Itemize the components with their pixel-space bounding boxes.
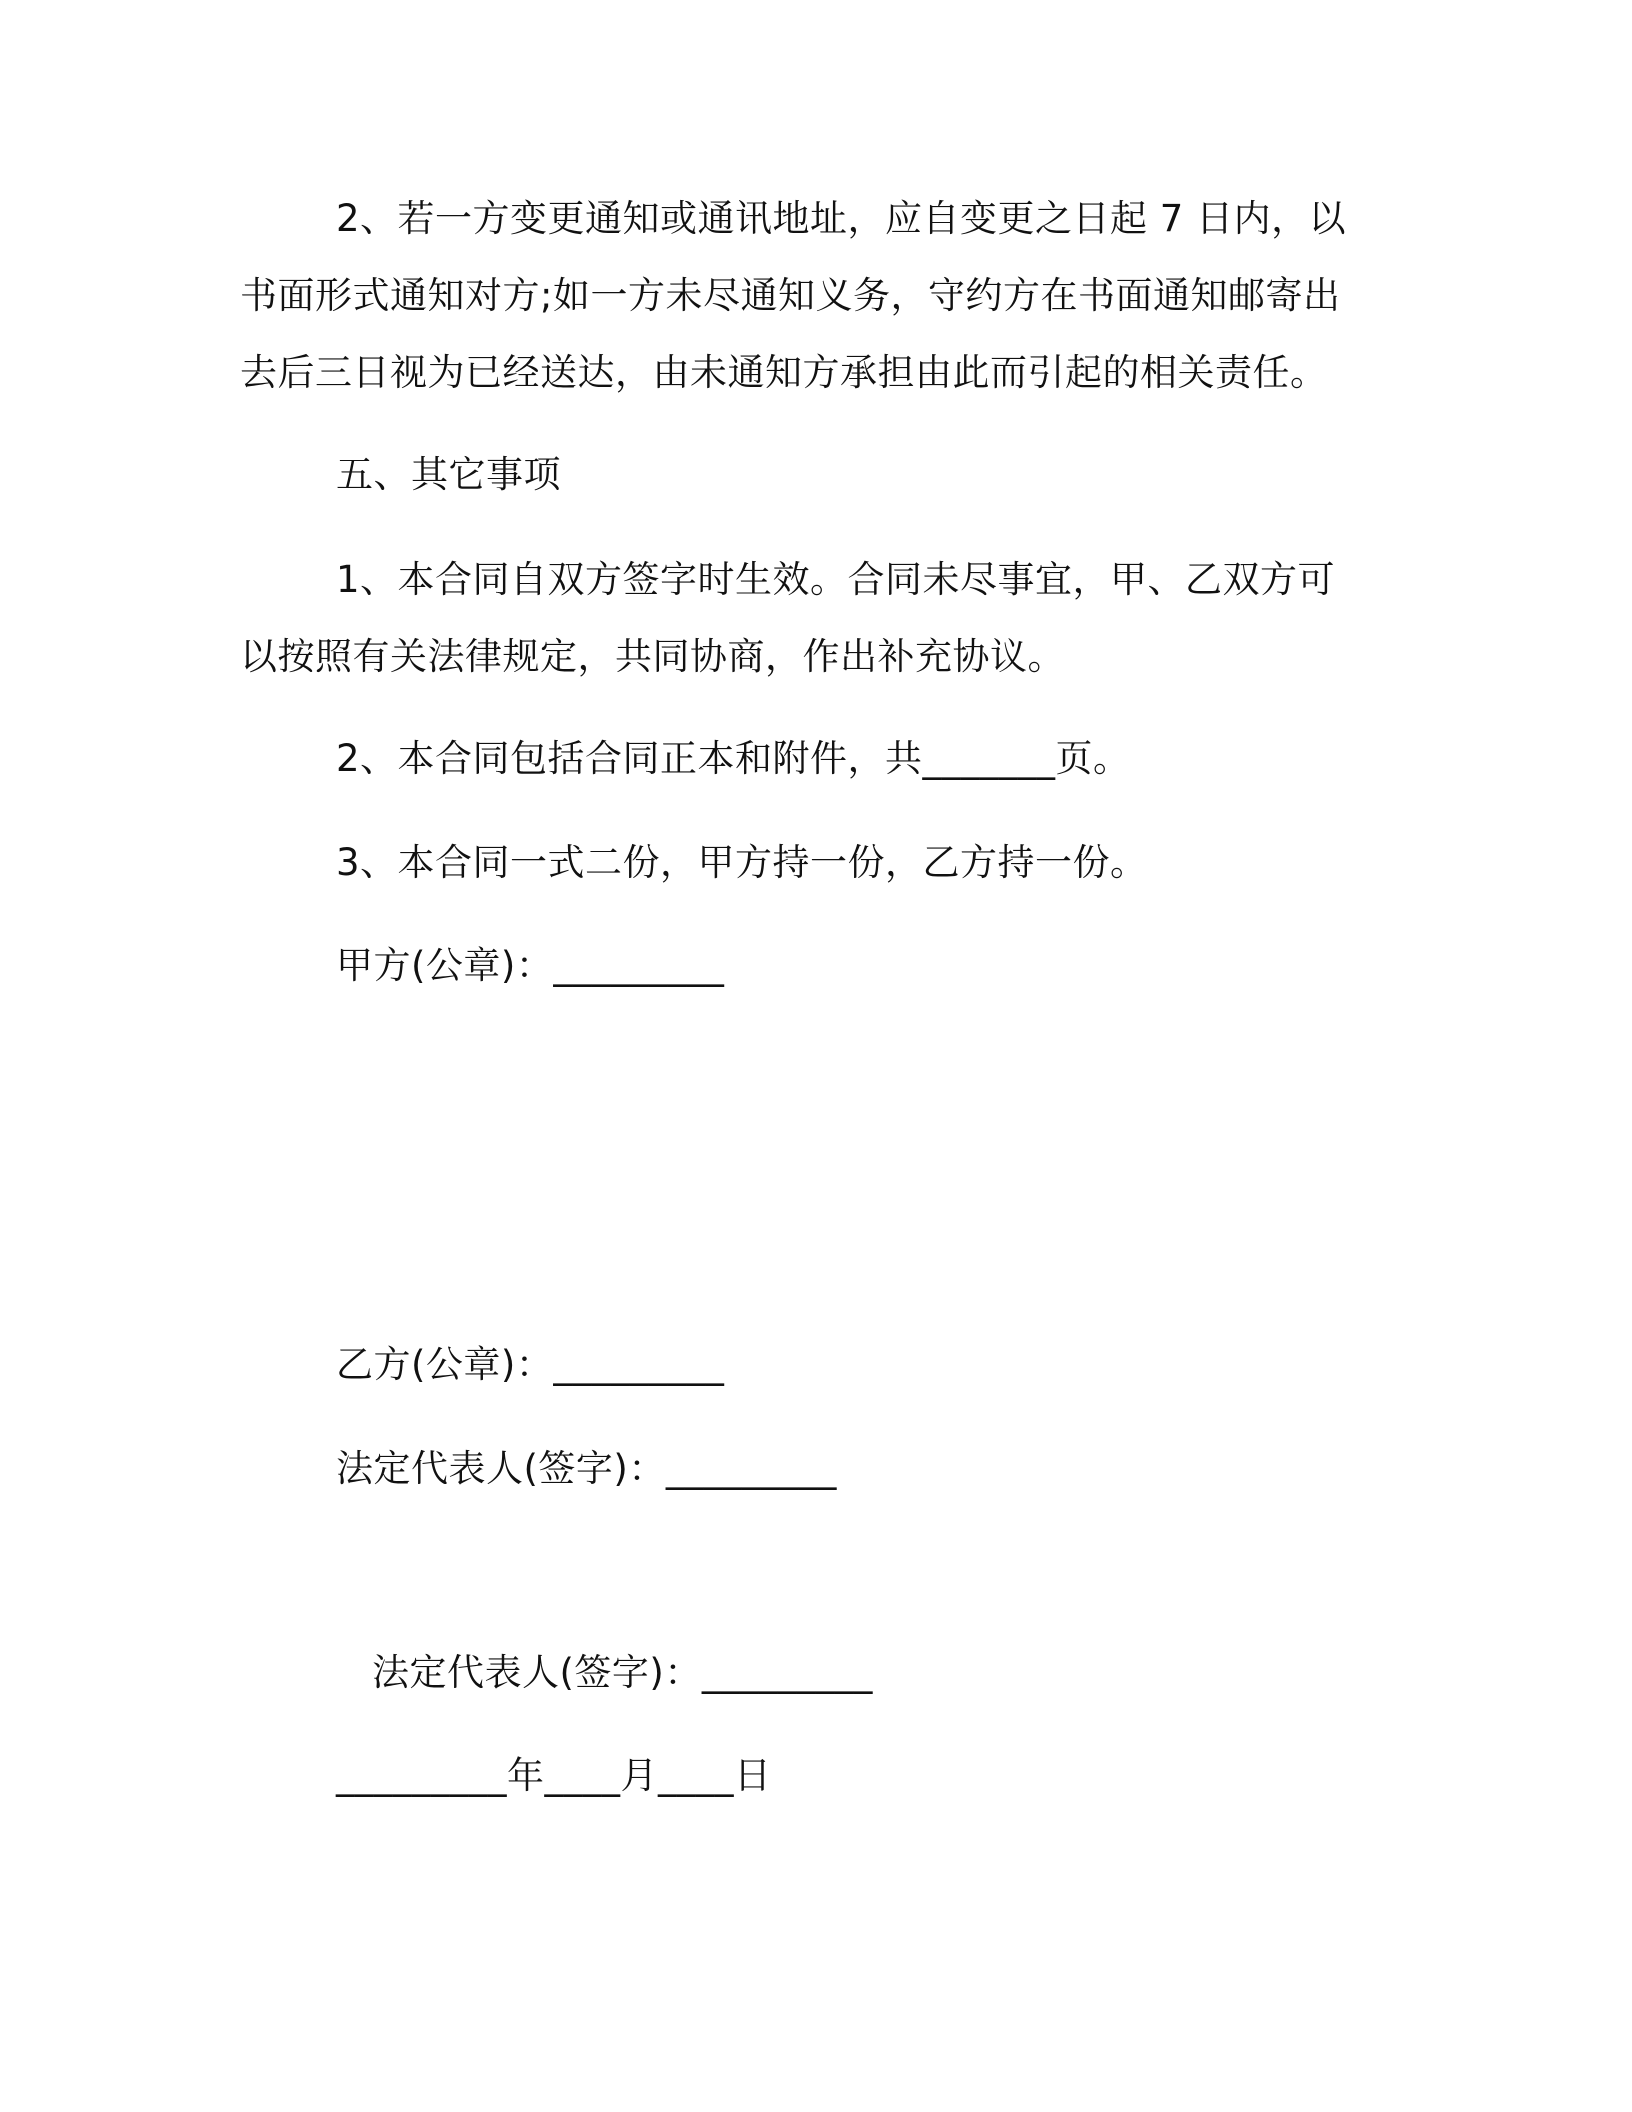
legal-representative-signature-line-2: 法定代表人(签字)：_________ xyxy=(372,1651,873,1694)
party-b-seal-line: 乙方(公章)：_________ xyxy=(336,1343,725,1386)
clause-4-2: 2、若一方变更通知或通讯地址，应自变更之日起 7 日内，以书面形式通知对方;如一方未尽通知义务，守约方在书面通知邮寄出去后三日视为已经送达，由未通知方承担由此而引起的相关责任。 xyxy=(240,197,1347,394)
clause-5-3: 3、本合同一式二份，甲方持一份，乙方持一份。 xyxy=(336,841,1148,884)
section-5-heading: 五、其它事项 xyxy=(336,453,561,496)
clause-5-2: 2、本合同包括合同正本和附件，共_______页。 xyxy=(336,737,1131,780)
party-a-seal-line: 甲方(公章)：_________ xyxy=(336,944,725,987)
legal-representative-signature-line: 法定代表人(签字)：_________ xyxy=(336,1447,837,1490)
clause-5-1: 1、本合同自双方签字时生效。合同未尽事宜，甲、乙双方可以按照有关法律规定，共同协商，作出补充协议。 xyxy=(240,558,1336,678)
date-line: _________年____月____日 xyxy=(336,1754,772,1797)
